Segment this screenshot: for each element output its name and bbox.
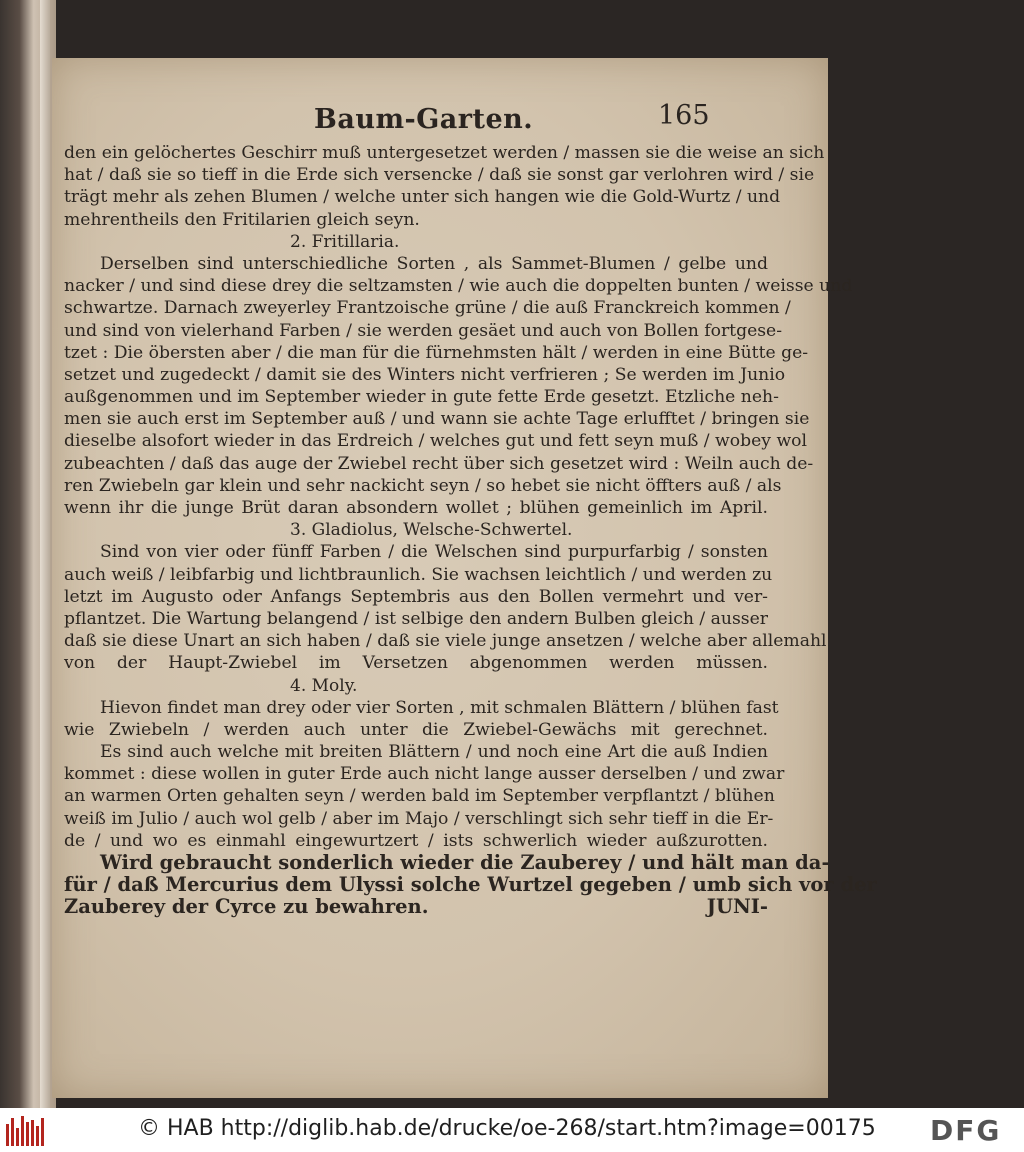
catchword: JUNI- <box>706 895 768 919</box>
text-line: men sie auch erst im September auß / und wann sie achte Tage erlufftet / bringen sie <box>64 409 810 430</box>
text-line: daß sie diese Unart an sich haben / daß sie viele junge ansetzen / welche aber allemahl <box>64 631 827 652</box>
text-line: wenn ihr die junge Brüt daran absondern wollet ; blühen gemeinlich im April. <box>64 498 768 518</box>
text-line: Wird gebraucht sonderlich wieder die Zauberey / und hält man da- <box>100 851 830 874</box>
text-line: letzt im Augusto oder Anfangs Septembris aus den Bollen vermehrt und ver- <box>64 586 768 607</box>
text-line: hat / daß sie so tieff in die Erde sich versencke / daß sie sonst gar verlohren wird / sie <box>64 165 815 186</box>
text-line: weiß im Julio / auch wol gelb / aber im Majo / verschlingt sich sehr tieff in die Er- <box>64 808 774 829</box>
text-line <box>64 896 768 918</box>
previous-page-edge <box>40 0 50 1108</box>
text-line: de / und wo es einmahl eingewurtzert / ists schwerlich wieder außzurotten. <box>64 830 768 851</box>
text-line: 3. Gladiolus, Welsche-Schwertel. <box>290 520 573 541</box>
text-line: pflantzet. Die Wartung belangend / ist selbige den andern Bulben gleich / ausser <box>64 608 768 629</box>
text-line: außgenommen und im September wieder in gute fette Erde gesetzt. Etzliche neh- <box>64 387 779 408</box>
text-line: Derselben sind unterschiedliche Sorten , als Sammet-Blumen / gelbe und <box>100 253 768 274</box>
text-line: nacker / und sind diese drey die seltzamsten / wie auch die doppelten bunten / weisse und <box>64 276 853 297</box>
copyright-link[interactable]: © HAB http://diglib.hab.de/drucke/oe-268/start.htm?image=00175 <box>138 1116 876 1141</box>
running-title: Baum-Garten. <box>314 104 534 135</box>
dfg-logo: DFG <box>930 1114 1002 1147</box>
text-line: für / daß Mercurius dem Ulyssi solche Wurtzel gegeben / umb sich vor der <box>64 873 877 897</box>
page-text <box>64 142 877 919</box>
text-line: ren Zwiebeln gar klein und sehr nackicht seyn / so hebet sie nicht öffters auß / als <box>64 475 782 496</box>
text-line: an warmen Orten gehalten seyn / werden bald im September verpflantzt / blühen <box>64 786 775 807</box>
page-number: 165 <box>658 100 710 131</box>
text-line: 4. Moly. <box>290 675 358 696</box>
hab-logo-icon <box>6 1114 46 1146</box>
text-line: tzet : Die öbersten aber / die man für die fürnehmsten hält / werden in eine Bütte ge- <box>64 342 809 363</box>
text-line: kommet : diese wollen in guter Erde auch nicht lange ausser derselben / und zwar <box>64 764 785 785</box>
text-line: wie Zwiebeln / werden auch unter die Zwiebel-Gewächs mit gerechnet. <box>64 719 768 740</box>
text-line: dieselbe alsofort wieder in das Erdreich / welches gut und fett seyn muß / wobey wol <box>64 431 808 452</box>
text-line: Sind von vier oder fünff Farben / die Welschen sind purpurfarbig / sonsten <box>100 542 768 563</box>
text-line: mehrentheils den Fritilarien gleich seyn. <box>64 209 420 230</box>
text-line: Es sind auch welche mit breiten Blättern / und noch eine Art die auß Indien <box>100 742 768 763</box>
book-page <box>52 58 877 1098</box>
text-line: und sind von vielerhand Farben / sie werden gesäet und auch von Bollen fortgese- <box>64 320 783 341</box>
text-line: auch weiß / leibfarbig und lichtbraunlich. Sie wachsen leichtlich / und werden zu <box>64 564 773 585</box>
viewer-footer <box>0 1108 1024 1152</box>
text-line-content: Zauberey der Cyrce zu bewahren. <box>64 895 429 919</box>
running-head <box>52 100 828 144</box>
text-line: trägt mehr als zehen Blumen / welche unter sich hangen wie die Gold-Wurtz / und <box>64 187 781 208</box>
text-line: schwartze. Darnach zweyerley Frantzoische grüne / die auß Franckreich kommen / <box>64 298 791 319</box>
text-line: den ein gelöchertes Geschirr muß untergesetzet werden / massen sie die weise an sich <box>64 143 825 163</box>
text-line: 2. Fritillaria. <box>290 231 400 252</box>
text-line: von der Haupt-Zwiebel im Versetzen abgenommen werden müssen. <box>64 653 768 674</box>
text-line: setzet und zugedeckt / damit sie des Winters nicht verfrieren ; Se werden im Junio <box>64 364 786 385</box>
text-line: zubeachten / daß das auge der Zwiebel recht über sich gesetzet wird : Weiln auch de- <box>64 453 814 474</box>
text-line: Hievon findet man drey oder vier Sorten , mit schmalen Blättern / blühen fast <box>100 697 779 718</box>
